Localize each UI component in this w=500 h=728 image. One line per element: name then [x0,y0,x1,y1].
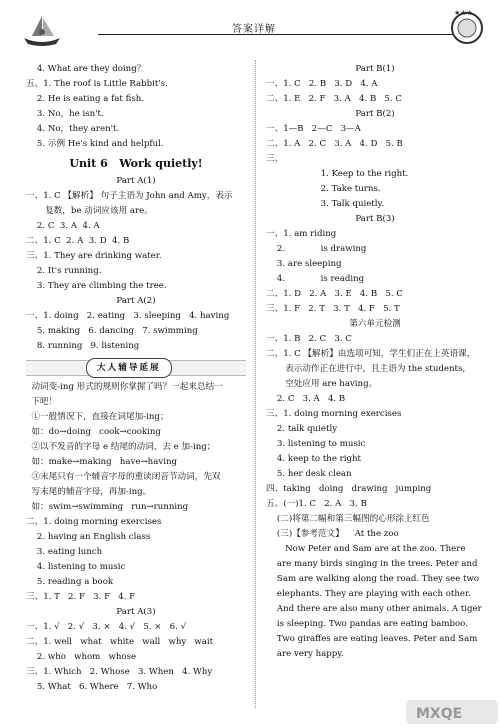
answer-line: 写末尾的辅音字母，再加-ing。 [26,487,152,497]
part-heading: Part A(2) [116,296,156,306]
answer-line: Now Peter and Sam are at the zoo. There [266,544,466,554]
answer-line: 3. Talk quietly. [266,199,384,209]
answer-line: 表示动作正在进行中，且主语为 the students， [266,364,471,374]
header-title: 答案详解 [232,24,276,35]
unit-title: Unit 6 Work quietly! [69,157,203,170]
answer-line: 三、1. They are drinking water. [26,251,162,261]
answer-line: Sam are walking along the road. They see two [266,574,480,584]
answer-line: 3. No，he isn't. [26,109,104,119]
ship-logo-icon [20,10,64,50]
answer-line: 8. running 9. listening [26,341,140,351]
answer-line: 4. No，they aren't. [26,124,120,134]
left-column [26,62,246,695]
tip-box-label: 大人辅导延展 [86,358,172,378]
answer-line: 三、1. T 2. F 3. F 4. F [26,592,136,602]
answer-line: 一、1. C 2. B 3. D 4. A [266,79,378,89]
part-heading: Part B(2) [355,109,395,119]
answer-line: 二、1. C 2. A 3. D 4. B [26,236,130,246]
header-rule [98,34,454,35]
brand-badge-icon [448,6,486,46]
part-heading: Part A(3) [116,607,156,617]
answer-line: 如：do→doing cook→cooking [26,427,161,437]
answer-line: 2. C 3. A 4. A [26,221,100,231]
answer-line: 5. her desk clean [266,469,352,479]
tip-box-title [26,356,246,378]
right-column [266,62,484,662]
answer-line: 2. Take turns. [266,184,381,194]
answer-line: 四、taking doing drawing jumping [266,484,432,494]
answer-line: 5. 示例 He's kind and helpful. [26,139,164,149]
page-header [0,0,500,56]
answer-line: 三、1. F 2. T 3. T 4. F 5. T [266,304,400,314]
answer-line: 4. What are they doing？ [26,64,146,74]
answer-line: 一、1. √ 2. √ 3. × 4. √ 5. × 6. √ [26,622,187,632]
answer-line: 下吧！ [26,397,58,407]
answer-line: 二、1. C 【解析】由选项可知，学生们正在上英语课， [266,349,476,359]
answer-line: 二、1. A 2. C 3. A 4. D 5. B [266,139,403,149]
svg-text:MXQE: MXQE [416,706,463,722]
answer-line: 三、1. Which 2. Whose 3. When 4. Why [26,667,213,677]
answer-line: 五、(一)1. C 2. A 3. B [266,499,367,509]
answer-line: 一、1. B 2. C 3. C [266,334,352,344]
answer-line: 3. They are climbing the tree. [26,281,167,291]
answer-line: 3. eating lunch [26,547,103,557]
answer-line: 一、1. am riding [266,229,337,239]
answer-line: elephants. They are playing with each other. [266,589,471,599]
answer-line: 5. reading a book [26,577,114,587]
answer-line: 2. He is eating a fat fish. [26,94,144,104]
answer-line: 如：swim→swimming run→running [26,502,189,512]
part-heading: Part A(1) [116,176,156,186]
answer-line: 复数，be 动词应该用 are。 [26,206,153,216]
answer-line: 4. is reading [266,274,365,284]
answer-line: is sleeping. Two pandas are eating bamboo. [266,619,468,629]
answer-line: 动词变-ing 形式的规则你掌握了吗？一起来总结一 [26,382,223,392]
answer-line: 2. C 3. A 4. B [266,394,346,404]
answer-line: 2. who whom whose [26,652,137,662]
answer-line: 3. are sleeping [266,259,342,269]
answer-line: 2. talk quietly [266,424,338,434]
answer-line: 三、1. doing morning exercises [266,409,402,419]
answer-line: 五、1. The roof is Little Rabbit's. [26,79,168,89]
answer-line: 一、1—B 2—C 3—A [266,124,361,134]
answer-line: 4. keep to the right [266,454,361,464]
answer-line: 一、1. C 【解析】 句子主语为 John and Amy，表示 [26,191,233,201]
answer-line: (三)【参考范文】 At the zoo [266,529,399,539]
answer-line: ①一般情况下，直接在词尾加-ing； [26,412,169,422]
answer-line: 1. Keep to the right. [266,169,409,179]
answer-line: ②以不发音的字母 e 结尾的动词，去 e 加-ing； [26,442,216,452]
section-heading: 第六单元检测 [349,319,401,329]
answer-line: 2. is drawing [266,244,367,254]
answer-line: 二、1. D 2. A 3. E 4. B 5. C [266,289,403,299]
answer-line: are very happy. [266,649,344,659]
svg-text:★★★: ★★★ [454,9,473,17]
answer-line: 三、 [266,154,284,164]
answer-line: 如：make→making have→having [26,457,177,467]
answer-line: 5. What 6. Where 7. Who [26,682,158,692]
answer-line: And there are also many other animals. A tiger [266,604,482,614]
answer-line: 5. making 6. dancing 7. swimming [26,326,198,336]
watermark-logo-icon [406,698,498,726]
part-heading: Part B(3) [355,214,395,224]
answer-line: are many birds singing in the trees. Peter and [266,559,478,569]
answer-line: 二、1. E 2. F 3. A 4. B 5. C [266,94,402,104]
answer-line: Two giraffes are eating leaves. Peter and Sam [266,634,478,644]
answer-line: 3. listening to music [266,439,366,449]
answer-line: 4. listening to music [26,562,126,572]
answer-line: 一、1. doing 2. eating 3. sleeping 4. having [26,311,230,321]
answer-line: 空处应用 are having。 [266,379,378,389]
answer-line: 二、1. well what white wall why wait [26,637,214,647]
answer-line: ③末尾只有一个辅音字母的重读闭音节动词，先双 [26,472,221,482]
column-divider [255,60,256,708]
part-heading: Part B(1) [355,64,395,74]
answer-line: 2. having an English class [26,532,151,542]
answer-line: (二)将第二幅和第三幅图的心形涂上红色 [266,514,430,524]
answer-line: 二、1. doing morning exercises [26,517,162,527]
answer-line: 2. It's running. [26,266,102,276]
